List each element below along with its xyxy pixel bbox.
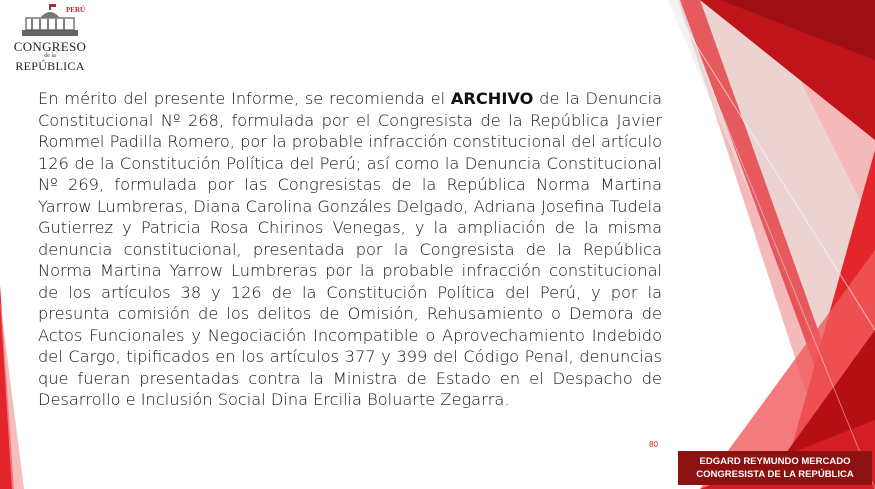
author-badge (678, 451, 872, 485)
paragraph-rest: de la Denuncia Constitucional Nº 268, formulada por el Congresista de la República Javier Rommel Padilla Romero, por la probable infracción constitucional del artículo 126 de la Constitución Política del Perú; así como la Denuncia Constitucional Nº 269, formulada por las Congresistas de la República Norma Martina Yarrow Lumbreras, Diana Carolina Gonzáles Delgado, Adriana Josefina Tudela Gutierrez y Patricia Rosa Chirinos Venegas, y la ampliación de la misma denuncia constitucional, presentada por la Congresista de la República Norma Martina Yarrow Lumbreras por la probable infracción constitucional de los artículos 38 y 126 de la Constitución Política del Perú, y por la presunta comisión de los delitos de Omisión, Rehusamiento o Demora de Actos Funcionales y Negociación Incompatible o Aprovechamiento Indebido del Cargo, tipificados en los artículos 377 y 399 del Código Penal, denuncias que fueran presentadas contra la Ministra de Estado en el Despacho de Desarrollo e Inclusión Social Dina Ercilia Boluarte Zegarra. (38, 89, 662, 409)
paragraph-lead: En mérito del presente Informe, se recomienda el (38, 89, 451, 108)
author-role: CONGRESISTA DE LA REPÚBLICA (696, 469, 854, 480)
congreso-logo (8, 2, 92, 78)
logo-title-line1: CONGRESO (13, 39, 87, 54)
logo-country-label: PERÚ (66, 6, 86, 14)
author-name: EDGARD REYMUNDO MERCADO (699, 456, 851, 467)
logo-title-line2: de la (44, 53, 56, 59)
logo-title-line3: REPÚBLICA (15, 59, 85, 73)
recommendation-paragraph (38, 88, 662, 411)
recommendation-keyword: ARCHIVO (450, 89, 534, 108)
page-number: 80 (649, 440, 658, 449)
